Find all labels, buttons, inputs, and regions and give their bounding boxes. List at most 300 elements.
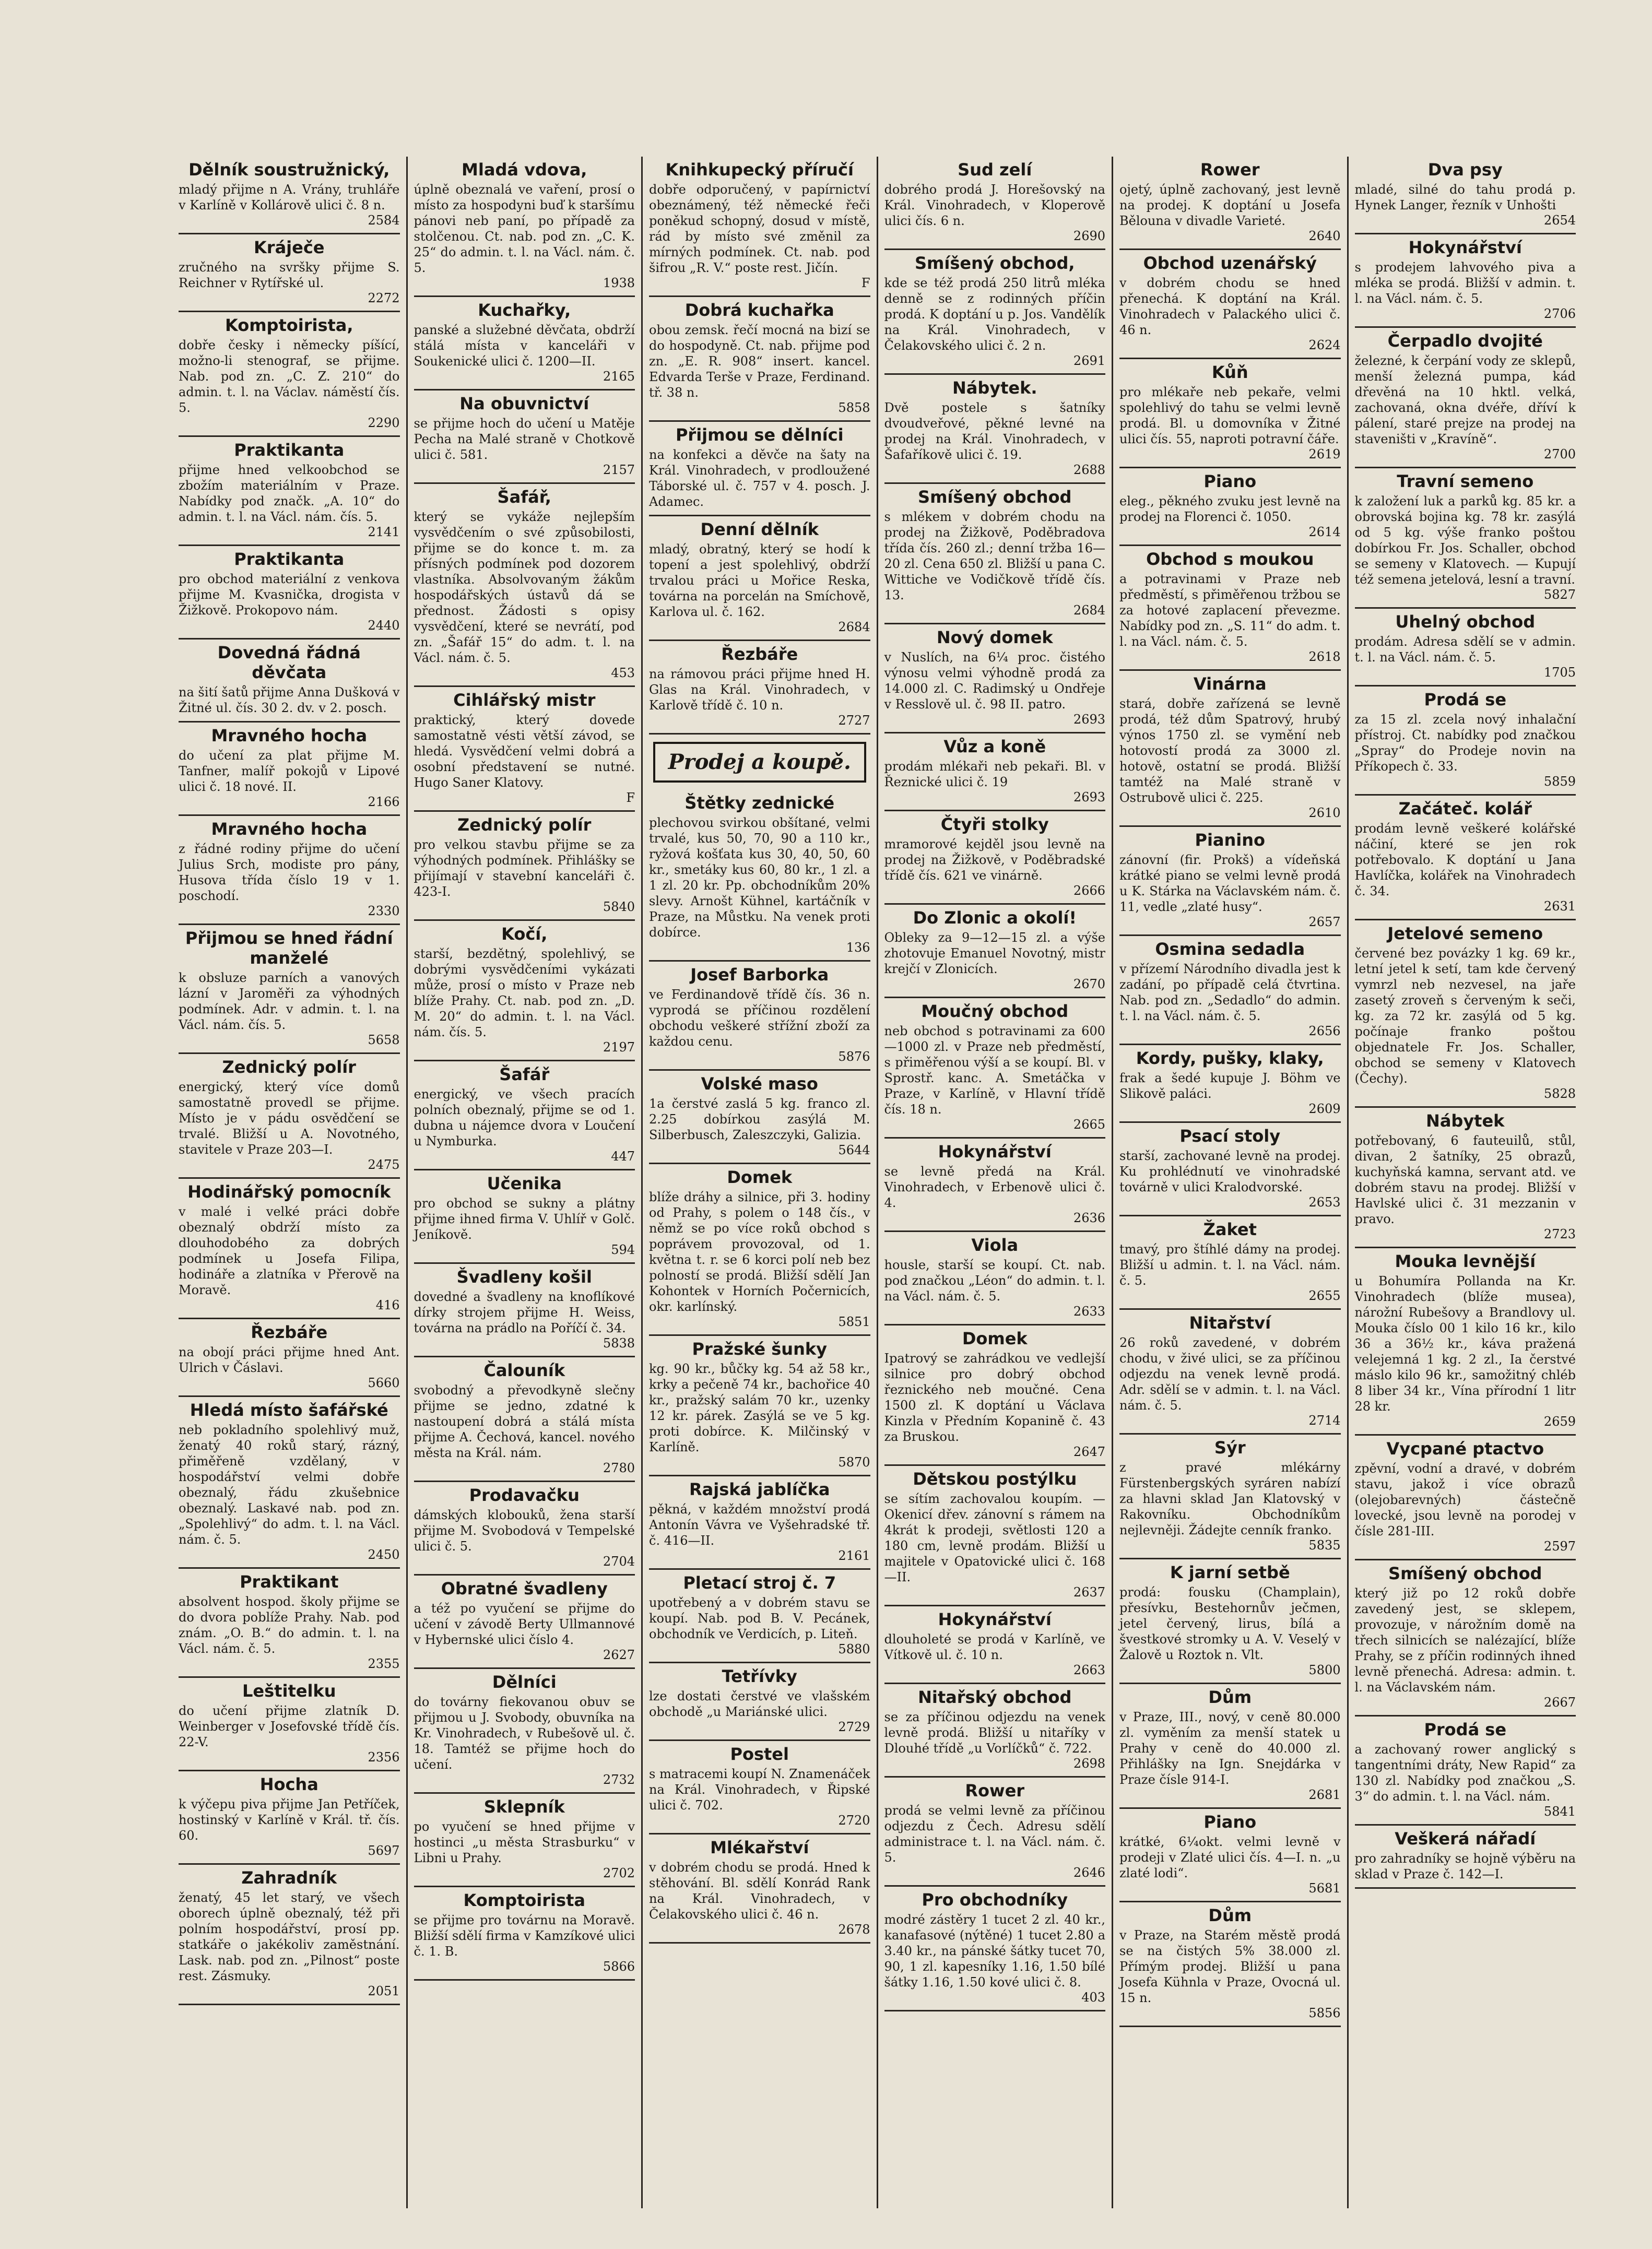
classified-ad xyxy=(649,1336,870,1476)
ad-text: a zachovaný rower anglický s tangentními dráty, New Rapid“ za 130 zl. Nabídky pod značkou „S. 3“ do admin. t. l. na Václ. nám. xyxy=(1354,1742,1576,1804)
ad-text: Dvě postele s šatníky dvoudveřové, pěkné levné na prodej na Král. Vinohradech, v Šafaříkově ulici č. 19. xyxy=(884,400,1105,462)
ad-code: 2729 xyxy=(838,1720,870,1734)
ad-code: 2702 xyxy=(603,1866,635,1880)
ad-title: Knihkupecký příručí xyxy=(665,160,854,180)
ad-code: 5840 xyxy=(603,899,635,914)
classified-ad xyxy=(179,312,400,437)
ad-code: 2667 xyxy=(1543,1695,1576,1710)
ad-code: 5838 xyxy=(603,1336,635,1351)
ad-title: Štětky zednické xyxy=(685,793,835,813)
ad-code: 2659 xyxy=(1543,1414,1576,1429)
ad-code: 5660 xyxy=(368,1376,400,1390)
ad-code: 2647 xyxy=(1073,1445,1105,1459)
classified-ad xyxy=(884,998,1106,1139)
ad-title: Veškerá nářadí xyxy=(1395,1829,1536,1849)
classified-ad xyxy=(884,250,1106,375)
ad-code: 1705 xyxy=(1543,665,1576,680)
ad-title: Čtyři stolky xyxy=(940,814,1049,834)
ad-code: 2700 xyxy=(1543,447,1576,461)
classified-ad xyxy=(414,1357,635,1482)
ad-text: obou zemsk. řečí mocná na bizí se do hospodyně. Ct. nab. přijme pod zn. „E. R. 908“ insert. kancel. Edvarda Terše v Praze, Ferdinand. tř. 38 n. xyxy=(649,323,870,400)
classified-ad xyxy=(1355,686,1576,796)
classified-ad xyxy=(414,484,635,687)
ad-text: plechovou svirkou obšítané, velmi trvalé, kus 50, 70, 90 a 110 kr., ryžová košťata kus 30, 40, 50, 60 kr., smetáky kus 60, 80 kr., 1 zl. a 1 zl. 20 kr. Pp. obchodníkům 20% slevy. Arnošt Kühnel, kartáčník v Praze, na Můstku. Na venek proti dobírce. xyxy=(649,815,870,940)
ad-text: který již po 12 roků dobře zavedený jest, se sklepem, provozuje, v nárožním domě na třech silnicích se nalézající, blíže Prahy, se z příčin rodinných ihned levně přenechá. Adresa: admin. t. l. na Václavském nám. xyxy=(1354,1586,1576,1695)
ad-code: 2584 xyxy=(368,213,400,228)
classified-ad xyxy=(414,1887,635,1981)
classified-ad xyxy=(179,1319,400,1397)
column-3 xyxy=(643,157,878,2208)
classified-ad xyxy=(1355,1717,1576,1826)
ad-title: Domek xyxy=(727,1167,793,1187)
ad-title: Sýr xyxy=(1214,1438,1246,1458)
ad-title: Dělník soustružnický, xyxy=(188,160,390,180)
classified-ad xyxy=(179,157,400,234)
ad-text: tmavý, pro štíhlé dámy na prodej. Bližší u admin. t. l. na Václ. nám. č. 5. xyxy=(1119,1242,1341,1288)
ad-code: 5800 xyxy=(1308,1663,1341,1677)
ad-code: 5697 xyxy=(368,1843,400,1858)
ad-code: F xyxy=(626,790,635,805)
classified-ad xyxy=(1119,359,1341,468)
ad-code: 5876 xyxy=(838,1049,870,1064)
ad-title: Praktikant xyxy=(240,1572,339,1592)
ad-title: Kuchařky, xyxy=(478,300,571,320)
ad-title: Leštitelku xyxy=(242,1681,336,1701)
ad-code: 2723 xyxy=(1543,1227,1576,1241)
classified-ad xyxy=(1355,920,1576,1108)
ad-text: který se vykáže nejlepším vysvědčením o své způsobilosti, přijme se do konce t. m. za přísných podmínek pod dozorem vlastníka. Absolvovaným žákům hospodářských ústavů dá se přednost. Žádosti s opisy vysvědčení, které se nevrátí, pod zn. „Šafář 15“ do adm. t. l. na Václ. nám. č. 5. xyxy=(414,510,635,665)
ad-text: do učení za plat přijme M. Tanfner, malíř pokojů v Lipové ulici č. 18 nové. II. xyxy=(179,748,400,794)
classified-ad xyxy=(884,375,1106,484)
ad-code: 2684 xyxy=(1073,603,1105,618)
ad-code: 2681 xyxy=(1308,1788,1341,1802)
classified-ad xyxy=(649,422,870,516)
ad-code: 2720 xyxy=(838,1813,870,1828)
ad-text: s matracemi koupí N. Znamenáček na Král. Vinohradech, v Řipské ulici č. 702. xyxy=(649,1767,870,1813)
ad-text: na šití šatů přijme Anna Dušková v Žitné ul. čís. 30 2. dv. v 2. posch. xyxy=(179,685,400,715)
ad-title: Dům xyxy=(1208,1687,1252,1707)
classified-ad xyxy=(1355,468,1576,609)
classified-ad xyxy=(179,640,400,723)
classified-ad xyxy=(414,1170,635,1264)
classified-ad xyxy=(179,1771,400,1865)
ad-text: k výčepu piva přijme Jan Petříček, hostinský v Karlíně v Král. tř. čís. 60. xyxy=(179,1797,400,1843)
ad-code: 5880 xyxy=(838,1642,870,1656)
ad-title: Řezbáře xyxy=(721,644,798,664)
ad-title: Pro obchodníky xyxy=(922,1890,1068,1910)
ad-text: pro velkou stavbu přijme se za výhodných podmínek. Přihlášky se přijímají v stavební kanceláři č. 423-I. xyxy=(414,837,635,899)
classified-ad xyxy=(649,1570,870,1663)
ad-title: Prodá se xyxy=(1424,1720,1507,1739)
ad-title: Obchod uzenářský xyxy=(1143,253,1317,273)
ad-code: 2627 xyxy=(603,1648,635,1662)
ad-title: Pletací stroj č. 7 xyxy=(683,1573,836,1593)
ad-text: se sítím zachovalou koupím. — Okenicí dřev. zánovní s rámem na 4krát k prodeji, světlosti 120 a 180 cm, levně prodám. Bližší u majitele v Opatovické ulici č. 168—II. xyxy=(884,1492,1105,1584)
ad-code: 2693 xyxy=(1073,790,1105,804)
ad-title: Vycpané ptactvo xyxy=(1386,1439,1544,1459)
ad-text: starší, bezdětný, spolehlivý, se dobrými vysvědčeními vykázati může, prosí o místo v Praze neb blíže Prahy. Ct. nab. pod zn. „D. M. 20“ do admin. t. l. na Václ. nám. čís. 5. xyxy=(414,946,635,1039)
ad-title: Zednický polír xyxy=(457,815,592,835)
ad-code: 5681 xyxy=(1308,1881,1341,1896)
ad-text: železné, k čerpání vody ze sklepů, menší železná pumpa, kád dřevěná na 10 hktl. velká, zachovaná, okna dvéře, dříví k pálení, staré prejze na prodej na staveništi v „Kravíně“. xyxy=(1354,353,1576,446)
ad-title: Kočí, xyxy=(501,924,548,944)
classified-ad xyxy=(179,234,400,312)
ad-code: 453 xyxy=(611,666,635,680)
ad-title: Hokynářství xyxy=(1408,238,1522,257)
ad-title: Nitařství xyxy=(1189,1313,1271,1333)
classified-ad xyxy=(179,925,400,1054)
classified-ad xyxy=(1355,234,1576,328)
ad-code: 2165 xyxy=(603,369,635,384)
classified-ad xyxy=(1119,157,1341,250)
classified-ad xyxy=(884,811,1106,905)
ad-text: modré zástěry 1 tucet 2 zl. 40 kr., kanafasové (nýtěné) 1 tucet 2.80 a 3.40 kr., na pánské šátky tucet 70, 90, 1 zl. kapesníky 1.16, 1.50 bílé šátky 1.16, 1.50 kové ulici č. 8. xyxy=(884,1912,1105,1990)
ad-code: 2637 xyxy=(1073,1585,1105,1600)
ad-title: Čerpadlo dvojité xyxy=(1387,331,1543,351)
classified-ad xyxy=(414,1794,635,1887)
ad-title: Šafář xyxy=(499,1064,550,1084)
ad-text: eleg., pěkného zvuku jest levně na prodej na Florenci č. 1050. xyxy=(1119,494,1341,524)
ad-title: Kůň xyxy=(1211,362,1248,382)
ad-text: mladé, silné do tahu prodá p. Hynek Langer, řezník v Unhošti xyxy=(1354,182,1576,212)
ad-text: na obojí práci přijme hned Ant. Ulrich v Čáslavi. xyxy=(179,1345,400,1375)
ad-title: Přijmou se dělníci xyxy=(675,425,844,445)
classified-ad xyxy=(179,437,400,546)
classified-ad xyxy=(1119,1123,1341,1216)
ad-title: Přijmou se hned řádní manželé xyxy=(185,928,393,968)
column-6 xyxy=(1349,157,1583,2208)
ad-code: 5841 xyxy=(1543,1804,1576,1819)
ad-text: energický, který více domů samostatně provedl se přijme. Místo je v pádu osvědčení se trvalé. Bližší u A. Novotného, stavitele v Praze 203—I. xyxy=(179,1080,400,1157)
classified-ad xyxy=(1355,157,1576,234)
ad-title: Hokynářství xyxy=(938,1142,1052,1162)
classified-ad xyxy=(884,1887,1106,2011)
ad-text: pro mlékaře neb pekaře, velmi spolehlivý do tahu se velmi levně prodá. Bl. u domovníka v Žitné ulici čís. 55, naproti potravní čáře. xyxy=(1119,385,1341,446)
ad-code: 2653 xyxy=(1308,1195,1341,1210)
ad-title: Cihlářský mistr xyxy=(453,690,596,710)
ad-title: Na obuvnictví xyxy=(459,394,589,413)
ad-title: Rajská jablíčka xyxy=(689,1479,830,1499)
ad-code: 2706 xyxy=(1543,306,1576,321)
ad-text: ojetý, úplně zachovaný, jest levně na prodej. K doptání u Josefa Bělouna v divadle Varieté. xyxy=(1119,182,1341,228)
ad-code: 2657 xyxy=(1308,915,1341,929)
ad-title: Do Zlonic a okolí! xyxy=(913,908,1077,928)
ad-code: 2330 xyxy=(368,904,400,918)
ad-code: 594 xyxy=(611,1242,635,1257)
classified-ad xyxy=(884,1606,1106,1684)
ad-title: Mravného hocha xyxy=(211,819,368,839)
ad-code: 2780 xyxy=(603,1461,635,1475)
ad-text: červené bez povázky 1 kg. 69 kr., letní jetel k setí, tam kde červený vymrzl neb nezvesel, na jaře zasetý zroveň s červeným k seči, kg. za 72 kr. zasýlá od 5 kg. počínaje franko poštou objednatele Fr. Jos. Schaller, obchod se semeny v Klatovech (Čechy). xyxy=(1354,946,1576,1086)
ad-code: 2691 xyxy=(1073,353,1105,368)
ad-title: Mlékařství xyxy=(710,1838,809,1857)
ad-code: 2704 xyxy=(603,1554,635,1569)
ad-title: Domek xyxy=(962,1329,1028,1348)
ad-code: 2597 xyxy=(1543,1539,1576,1554)
ad-text: energický, ve všech pracích polních obeznalý, přijme se od 1. dubna u nájemce dvora v Loučení u Nymburka. xyxy=(414,1087,635,1149)
ad-text: kg. 90 kr., bůčky kg. 54 až 58 kr., krky a pečeně 74 kr., bachořice 40 kr., pražský salám 70 kr., uzenky 12 kr. párek. Zasýlá se ve 5 kg. proti dobírce. K. Milčinský v Karlíně. xyxy=(649,1362,870,1454)
ad-title: Vůz a koně xyxy=(943,737,1046,756)
ad-text: dobře česky i německy píšící, možno-li stenograf, se přijme. Nab. pod zn. „C. Z. 210“ do admin. t. l. na Václav. náměstí čís. 5. xyxy=(179,338,400,415)
classified-ad xyxy=(1119,1809,1341,1902)
classified-ad xyxy=(884,1466,1106,1606)
ad-text: housle, starší se koupí. Ct. nab. pod značkou „Léon“ do admin. t. l. na Václ. nám. č. 5. xyxy=(884,1258,1105,1304)
ad-code: 2440 xyxy=(368,618,400,633)
ad-code: 2619 xyxy=(1308,447,1341,461)
ad-code: 2610 xyxy=(1308,806,1341,820)
ad-code: 2688 xyxy=(1073,463,1105,477)
ad-text: se za příčinou odjezdu na venek levně prodá. Bližší u nitaříky v Dlouhé třídě „u Vorlíčků“ č. 722. xyxy=(884,1710,1105,1756)
ad-title: Mouka levnější xyxy=(1395,1251,1536,1271)
ad-code: 416 xyxy=(375,1298,400,1312)
ad-title: Moučný obchod xyxy=(921,1001,1069,1021)
ad-title: Tetřívky xyxy=(722,1666,797,1686)
newspaper-page xyxy=(172,157,1582,2208)
ad-text: se levně předá na Král. Vinohradech, v Erbenově ulici č. 4. xyxy=(884,1164,1105,1210)
ad-text: upotřebený a v dobrém stavu se koupí. Nab. pod B. V. Pecánek, obchodník ve Verdicích, p. Liteň. xyxy=(649,1595,870,1641)
classified-ad xyxy=(414,812,635,921)
classified-ad xyxy=(1119,1902,1341,2027)
classified-ad xyxy=(1355,1436,1576,1560)
classified-ad xyxy=(1119,1216,1341,1310)
classified-ad xyxy=(884,157,1106,250)
ad-title: Kordy, pušky, klaky, xyxy=(1136,1048,1324,1068)
ad-code: 5866 xyxy=(603,1959,635,1974)
classified-ad xyxy=(179,546,400,640)
ad-code: 2665 xyxy=(1073,1117,1105,1132)
classified-ad xyxy=(1355,1108,1576,1248)
ad-title: Mladá vdova, xyxy=(462,160,587,180)
classified-ad xyxy=(414,1061,635,1170)
classified-ad xyxy=(649,157,870,297)
classified-ad xyxy=(414,1264,635,1357)
ad-title: Denní dělník xyxy=(700,519,819,539)
ad-title: Nový domek xyxy=(936,628,1053,647)
ad-text: v Praze, III., nový, v ceně 80.000 zl. vyměním za menší statek u Prahy v ceně do 40.000 zl. Přihlášky na Ign. Snejdárka v Praze čísle 914-I. xyxy=(1119,1710,1341,1787)
ad-title: Psací stoly xyxy=(1179,1126,1281,1146)
ad-code: F xyxy=(861,276,870,290)
column-4 xyxy=(878,157,1114,2208)
classified-ad xyxy=(179,1865,400,2005)
ad-title: Smíšený obchod, xyxy=(914,253,1075,273)
ad-code: 5828 xyxy=(1543,1086,1576,1101)
ad-title: Obchod s moukou xyxy=(1146,549,1314,569)
ad-title: Dobrá kuchařka xyxy=(685,300,834,320)
ad-title: Čalouník xyxy=(483,1360,565,1380)
classified-ad xyxy=(649,1741,870,1834)
ad-text: ženatý, 45 let starý, ve všech oborech úplně obeznalý, též při polním hospodářství, prosí pp. statkáře o jakékoliv zaměstnání. Lask. nab. pod zn. „Pilnost“ poste rest. Zásmuky. xyxy=(179,1890,400,1983)
ad-text: stará, dobře zařízená se levně prodá, též dům Spatrový, hrubý výnos 1750 zl. se vymění neb hotovostí prodá za 3000 zl. hotově, ostatní se prodá. Bližší tamtéž na Malé straně v Ostrubově ulici č. 225. xyxy=(1119,696,1341,805)
ad-code: 5658 xyxy=(368,1033,400,1047)
ad-title: Prodavačku xyxy=(469,1485,580,1505)
ad-text: potřebovaný, 6 fauteuilů, stůl, divan, 2 šatníky, 25 obrazů, kuchyňská kamna, servant atd. ve dobrém stavu na prodej. Bližší v Havlské ulici č. 31 mezzanin v pravo. xyxy=(1354,1133,1576,1226)
ad-title: Sud zelí xyxy=(958,160,1032,180)
ad-text: s prodejem lahvového piva a mléka se prodá. Bližší v admin. t. l. na Václ. nám. č. 5. xyxy=(1354,260,1576,306)
ad-code: 5870 xyxy=(838,1455,870,1470)
classified-ad xyxy=(1355,609,1576,686)
ad-text: prodá se velmi levně za příčinou odjezdu z Čech. Adresu sdělí administrace t. l. na Václ. nám. č. 5. xyxy=(884,1803,1105,1865)
ad-text: Ipatrový se zahrádkou ve vedlejší silnice pro dobrý obchod řeznického neb moučné. Cena 1500 zl. K doptání u Václava Kinzla v Předním Kopanině č. 43 za Bruskou. xyxy=(884,1351,1105,1444)
classified-ad xyxy=(1119,1559,1341,1684)
ad-title: Hocha xyxy=(259,1774,318,1794)
ad-text: Obleky za 9—12—15 zl. a výše zhotovuje Emanuel Novotný, mistr krejčí v Zlonicích. xyxy=(884,930,1105,976)
ad-code: 2614 xyxy=(1308,525,1341,539)
ad-code: 2609 xyxy=(1308,1102,1341,1116)
classified-ad xyxy=(1355,328,1576,468)
ad-title: Smíšený obchod xyxy=(918,487,1072,507)
ad-text: v Nuslích, na 6¼ proc. čistého výnosu velmi výhodně prodá za 14.000 zl. C. Radimský u Ondřeje v Resslově ul. č. 98 II. patro. xyxy=(884,650,1105,712)
ad-title: Viola xyxy=(971,1235,1019,1255)
ad-text: pro obchod materiální z venkova přijme M. Kvasnička, drogista v Žižkově. Prokopovo nám. xyxy=(179,572,400,618)
ad-code: 2166 xyxy=(368,795,400,809)
ad-title: Rower xyxy=(1200,160,1260,180)
ad-title: Sklepník xyxy=(483,1797,565,1817)
ad-text: praktický, který dovede samostatně vésti větší závod, se hledá. Vysvědčení velmi dobrá a osobní představení se nutné. Hugo Saner Klatovy. xyxy=(414,713,635,790)
ad-title: Mravného hocha xyxy=(211,726,368,745)
ad-code: 2656 xyxy=(1308,1024,1341,1038)
ad-code: 2646 xyxy=(1073,1865,1105,1880)
ad-title: Dovedná řádná děvčata xyxy=(217,643,361,682)
ad-text: prodám mlékaři neb pekaři. Bl. v Řeznické ulici č. 19 xyxy=(884,759,1105,789)
ad-code: 5827 xyxy=(1543,587,1576,602)
classified-ad xyxy=(884,905,1106,998)
ad-text: dobře odporučený, v papírnictví obeznámený, též německé řeči poněkud schopný, dosud v místě, rád by místo své změnil za mírných podmínek. Ct. nab. pod šifrou „R. V.“ poste rest. Jičín. xyxy=(649,182,870,275)
ad-text: se přijme hoch do učení u Matěje Pecha na Malé straně v Chotkově ulici č. 581. xyxy=(414,416,635,462)
ad-title: Praktikanta xyxy=(234,440,345,460)
ad-text: krátké, 6¼okt. velmi levně v prodeji v Zlaté ulici čís. 4—I. n. „u zlaté lodi“. xyxy=(1119,1834,1341,1880)
ad-text: v malé i velké práci dobře obeznalý obdrží místo za dlouhodobého za dobrých podmínek u Josefa Filipa, hodináře a zlatníka v Přerově na Moravě. xyxy=(179,1204,400,1297)
ad-text: se přijme pro továrnu na Moravě. Bližší sdělí firma v Kamzíkové ulici č. 1. B. xyxy=(414,1913,635,1959)
classified-ad xyxy=(884,624,1106,733)
ad-code: 2655 xyxy=(1308,1288,1341,1303)
classified-ad xyxy=(884,1684,1106,1778)
ad-text: v dobrém chodu se prodá. Hned k stěhování. Bl. sdělí Konrád Rank na Král. Vinohradech, v Čelakovského ulici č. 46 n. xyxy=(649,1860,870,1922)
classified-ad xyxy=(1355,1826,1576,1889)
ad-text: přijme hned velkoobchod se zbožím materiálním v Praze. Nabídky pod značk. „A. 10“ do admin. t. l. na Václ. nám. čís. 5. xyxy=(179,463,400,524)
ad-text: do učení přijme zlatník D. Weinberger v Josefovské třídě čís. 22-V. xyxy=(179,1703,400,1749)
classified-ad xyxy=(414,297,635,390)
ad-code: 2714 xyxy=(1308,1413,1341,1428)
ad-text: dlouholeté se prodá v Karlíně, ve Vítkově ul. č. 10 n. xyxy=(884,1632,1105,1662)
ad-title: Švadleny košil xyxy=(456,1267,592,1287)
ad-text: lze dostati čerstvé ve vlašském obchodě „u Mariánské ulici. xyxy=(649,1689,870,1719)
ad-title: Řezbáře xyxy=(251,1322,328,1342)
classified-ad xyxy=(414,1669,635,1794)
ad-title: Dva psy xyxy=(1427,160,1503,180)
classified-ad xyxy=(179,1179,400,1319)
classified-ad xyxy=(1119,468,1341,546)
ad-title: Dům xyxy=(1208,1905,1252,1925)
classified-ad xyxy=(414,921,635,1061)
ad-code: 2624 xyxy=(1308,338,1341,352)
ad-code: 2197 xyxy=(603,1040,635,1055)
ad-text: v Praze, na Starém městě prodá se na čistých 5% 38.000 zl. Přímým prodej. Bližší u pana Josefa Kühnla v Praze, Ovocná ul. 15 n. xyxy=(1119,1928,1341,2005)
ad-title: Učenika xyxy=(487,1174,562,1193)
classified-ad xyxy=(179,1569,400,1678)
ad-text: na rámovou práci přijme hned H. Glas na Král. Vinohradech, v Karlově třídě č. 10 n. xyxy=(649,667,870,713)
ad-code: 2141 xyxy=(368,525,400,539)
ad-title: Dětskou postýlku xyxy=(913,1469,1077,1489)
ad-title: Komptoirista xyxy=(463,1890,585,1910)
ad-text: prodám. Adresa sdělí se v admin. t. l. na Václ. nám. č. 5. xyxy=(1354,634,1576,665)
ad-text: zručného na svršky přijme S. Reichner v Rytířské ul. xyxy=(179,260,400,290)
classified-ad xyxy=(649,1663,870,1741)
ad-code: 2355 xyxy=(368,1656,400,1671)
ad-text: mladý přijme n A. Vrány, truhláře v Karlíně v Kollárově ulici č. 8 n. xyxy=(179,182,400,212)
classified-ad xyxy=(179,723,400,816)
classified-ad xyxy=(1119,1045,1341,1123)
ad-text: dámských klobouků, žena starší přijme M. Svobodová v Tempelské ulici č. 5. xyxy=(414,1508,635,1554)
ad-code: 2663 xyxy=(1073,1663,1105,1677)
ad-title: Kráječe xyxy=(253,238,325,257)
ad-text: starší, zachované levně na prodej. Ku prohlédnutí ve vinohradské továrně v ulici Kralodvorské. xyxy=(1119,1149,1341,1194)
ad-text: mladý, obratný, který se hodí k topení a jest spolehlivý, obdrží trvalou práci u Mořice Reska, továrna na porcelán na Smíchově, Karlova ul. č. 162. xyxy=(649,542,870,619)
classified-ad xyxy=(884,1325,1106,1466)
ad-code: 5851 xyxy=(838,1315,870,1329)
ad-text: pro zahradníky se hojně výběru na sklad v Praze č. 142—I. xyxy=(1354,1851,1576,1881)
ad-code: 5859 xyxy=(1543,774,1576,789)
ad-title: Nitařský obchod xyxy=(918,1687,1072,1707)
ad-text: pro obchod se sukny a plátny přijme ihned firma V. Uhlíř v Golč. Jeníkově. xyxy=(414,1196,635,1242)
classified-ad xyxy=(649,516,870,641)
ad-text: frak a šedé kupuje J. Böhm ve Slikově paláci. xyxy=(1119,1071,1341,1101)
ad-title: Žaket xyxy=(1203,1220,1257,1239)
ad-text: dovedné a švadleny na knoflíkové dírky strojem přijme H. Weiss, továrna na prádlo na Poříčí č. 34. xyxy=(414,1289,635,1335)
classified-ad xyxy=(649,1834,870,1944)
ad-text: neb pokladního spolehlivý muž, ženatý 40 roků starý, rázný, přiměřeně vzdělaný, v hospodářství velmi dobře obeznalý, řádu zkušebnice obeznalý. Laskavé nab. pod zn. „Spolehlivý“ do adm. t. l. na Václ. nám. č. 5. xyxy=(179,1423,400,1547)
ad-text: po vyučení se hned přijme v hostinci „u města Strasburku“ v Libni u Prahy. xyxy=(414,1819,635,1865)
ad-title: Praktikanta xyxy=(234,549,345,569)
ad-text: a potravinami v Praze neb předměstí, s přiměřenou tržbou se za hotové zaplacení převezme. Nabídky pod zn. „S. 11“ do adm. t. l. na Václ. nám. č. 5. xyxy=(1119,572,1341,649)
ad-title: Postel xyxy=(730,1744,789,1764)
column-1 xyxy=(172,157,408,2208)
ad-text: do továrny fiekovanou obuv se přijmou u J. Svobody, obuvníka na Kr. Vinohradech, v Rubešově ul. č. 18. Tamtéž se přijme hoch do učení. xyxy=(414,1695,635,1772)
ad-title: Osmina sedadla xyxy=(1155,939,1305,959)
ad-code: 5835 xyxy=(1308,1538,1341,1553)
classified-ad xyxy=(649,641,870,735)
classified-ad xyxy=(884,733,1106,811)
ad-code: 2698 xyxy=(1073,1756,1105,1771)
ad-title: Šafář, xyxy=(497,487,551,507)
ad-title: Jetelové semeno xyxy=(1387,924,1543,943)
classified-ad xyxy=(884,1139,1106,1232)
ad-text: úplně obeznalá ve vaření, prosí o místo za hospodyni buď k staršímu pánovi neb paní, po případě za stolčenou. Ct. nab. pod zn. „C. K. 25“ do admin. t. l. na Václ. nám. č. 5. xyxy=(414,182,635,275)
ad-text: a též po vyučení se přijme do učení v závodě Berty Ullmannové v Hybernské ulici číslo 4. xyxy=(414,1601,635,1647)
ad-title: Zahradník xyxy=(241,1868,337,1888)
ad-title: Uhelný obchod xyxy=(1395,612,1536,632)
classified-ad xyxy=(414,687,635,812)
classified-ad xyxy=(414,1576,635,1669)
ad-title: Nábytek. xyxy=(952,378,1037,398)
classified-ad xyxy=(179,816,400,925)
ad-title: Dělníci xyxy=(492,1672,557,1692)
classified-ad xyxy=(1119,250,1341,359)
ad-title: Hokynářství xyxy=(938,1609,1052,1629)
ad-title: Travní semeno xyxy=(1397,471,1534,491)
ad-title: Pražské šunky xyxy=(692,1339,827,1359)
classified-ad xyxy=(649,1071,870,1164)
ad-title: Zednický polír xyxy=(222,1057,356,1077)
classified-ad xyxy=(884,1778,1106,1887)
ad-title: Smíšený obchod xyxy=(1388,1564,1542,1583)
classified-ad xyxy=(414,157,635,297)
classified-ad xyxy=(1119,671,1341,827)
ad-text: v přízemí Národního divadla jest k zadání, po případě celá čtvrtina. Nab. pod zn. „Sedadlo“ do admin. t. l. na Václ. nám. č. 5. xyxy=(1119,962,1341,1023)
ad-title: Začátеč. kolář xyxy=(1398,799,1532,819)
ad-code: 2678 xyxy=(838,1922,870,1937)
ad-code: 2654 xyxy=(1543,213,1576,228)
classified-ad xyxy=(649,1476,870,1570)
